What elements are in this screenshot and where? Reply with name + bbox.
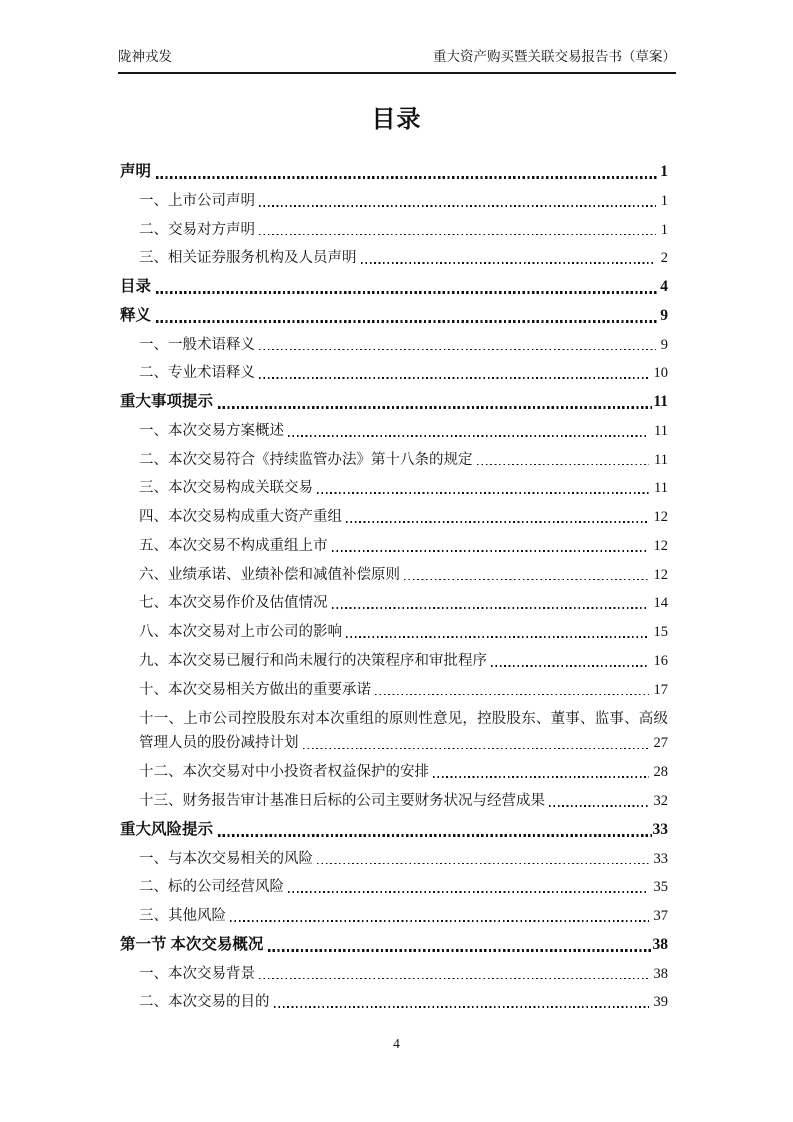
toc-entry-text: 重大风险提示 <box>120 820 214 838</box>
toc-dot-leader <box>259 377 649 379</box>
toc-entry-text: 释义 <box>120 306 152 324</box>
toc-entry-text: 十二、本次交易对中小投资者权益保护的安排 <box>139 764 429 781</box>
toc-entry <box>120 532 668 561</box>
toc-entry-text: 四、本次交易构成重大资产重组 <box>139 509 342 525</box>
toc-entry-text: 一、与本次交易相关的风险 <box>139 850 313 867</box>
toc-entry-text: 十、本次交易相关方做出的重要承诺 <box>139 681 371 698</box>
toc-entry <box>120 474 668 503</box>
toc-dot-leader <box>346 636 649 638</box>
toc-entry <box>120 618 668 647</box>
toc-dot-leader <box>303 748 649 750</box>
toc-page-number: 14 <box>653 595 668 612</box>
toc-entry <box>120 708 668 755</box>
toc-entry <box>120 647 668 676</box>
header-left-company: 陇神戎发 <box>118 49 172 64</box>
page-title: 目录 <box>371 106 422 133</box>
toc-dot-leader <box>317 492 649 494</box>
toc-entry-text: 第一节 本次交易概况 <box>120 935 264 953</box>
toc-page-number: 17 <box>653 681 668 698</box>
toc-entry-text: 十三、财务报告审计基准日后标的公司主要财务状况与经营成果 <box>139 793 545 809</box>
toc-page-number: 37 <box>653 908 668 924</box>
toc-dot-leader <box>404 579 649 581</box>
toc-entry <box>120 331 668 360</box>
toc-entry <box>120 988 668 1017</box>
toc-dot-leader <box>332 607 649 609</box>
toc-entry <box>120 359 668 388</box>
toc-entry-text: 声明 <box>120 163 152 180</box>
toc-dot-leader <box>259 234 656 236</box>
toc-entry-text: 二、专业术语释义 <box>139 365 255 382</box>
toc-entry <box>120 561 668 590</box>
toc-page-number: 2 <box>660 250 668 267</box>
toc-entry <box>120 273 668 302</box>
toc-page-number: 11 <box>654 422 668 439</box>
toc-dot-leader <box>218 834 651 836</box>
toc-page-number: 12 <box>653 566 668 583</box>
toc-dot-leader <box>156 320 659 322</box>
toc-entry-text: 二、交易对方声明 <box>139 221 255 238</box>
toc-entry-text: 三、本次交易构成关联交易 <box>139 480 313 497</box>
toc-page-number: 32 <box>653 793 668 809</box>
toc-page-number: 35 <box>653 879 668 896</box>
toc-page-number: 39 <box>653 994 668 1011</box>
toc-entry-text-continued: 管理人员的股份减持计划 <box>139 734 299 751</box>
toc-dot-leader <box>288 435 649 437</box>
toc-entry-text: 五、本次交易不构成重组上市 <box>139 537 328 554</box>
toc-dot-leader <box>230 920 649 922</box>
toc-page-number: 33 <box>653 850 668 867</box>
toc-dot-leader <box>346 521 649 523</box>
toc-entry-text: 七、本次交易作价及估值情况 <box>139 595 328 612</box>
toc-entry <box>120 873 668 902</box>
toc-entry-text: 二、标的公司经营风险 <box>139 879 284 896</box>
toc-page-number: 12 <box>653 509 668 525</box>
toc-dot-leader <box>491 665 649 667</box>
toc-entry <box>120 758 668 787</box>
toc-page-number: 16 <box>653 652 668 669</box>
toc-entry-text: 二、本次交易符合《持续监管办法》第十八条的规定 <box>139 451 473 468</box>
toc-dot-leader <box>549 805 649 807</box>
toc-page-number: 12 <box>653 537 668 554</box>
toc-page-number: 1 <box>660 163 668 180</box>
toc-entry-text: 十一、上市公司控股股东对本次重组的原则性意见，控股股东、董事、监事、高级 <box>139 711 668 728</box>
table-of-contents <box>120 158 668 1017</box>
toc-entry-text: 一、本次交易背景 <box>139 965 255 982</box>
toc-entry-text: 重大事项提示 <box>120 393 214 410</box>
toc-entry-text: 目录 <box>120 278 152 295</box>
toc-entry <box>120 589 668 618</box>
toc-page-number: 11 <box>654 480 668 497</box>
toc-entry-text: 三、其他风险 <box>139 908 226 924</box>
toc-page-number: 1 <box>660 192 668 209</box>
toc-dot-leader <box>218 406 652 408</box>
toc-page-number: 38 <box>653 965 668 982</box>
toc-entry-text: 一、本次交易方案概述 <box>139 422 284 439</box>
toc-dot-leader <box>274 1006 649 1008</box>
toc-entry <box>120 417 668 446</box>
toc-page-number: 33 <box>652 820 668 838</box>
toc-page-number: 27 <box>653 734 668 751</box>
toc-dot-leader <box>477 464 650 466</box>
toc-page-number: 38 <box>652 935 668 953</box>
toc-dot-leader <box>317 863 649 865</box>
toc-entry <box>120 676 668 705</box>
toc-dot-leader <box>259 978 649 980</box>
toc-entry-text: 三、相关证券服务机构及人员声明 <box>139 250 357 267</box>
toc-dot-leader <box>259 349 656 351</box>
toc-entry <box>120 960 668 989</box>
toc-entry-text: 二、本次交易的目的 <box>139 994 270 1011</box>
toc-entry-text: 九、本次交易已履行和尚未履行的决策程序和审批程序 <box>139 652 487 669</box>
toc-entry <box>120 388 668 417</box>
toc-page-number: 1 <box>660 221 668 238</box>
toc-entry <box>120 216 668 245</box>
toc-dot-leader <box>156 291 659 293</box>
toc-page-number: 11 <box>653 393 668 410</box>
toc-dot-leader <box>288 891 649 893</box>
toc-page-number: 28 <box>653 764 668 781</box>
toc-dot-leader <box>375 694 649 696</box>
toc-dot-leader <box>268 949 651 951</box>
toc-entry-text: 六、业绩承诺、业绩补偿和减值补偿原则 <box>139 566 400 583</box>
toc-dot-leader <box>433 776 649 778</box>
toc-dot-leader <box>332 550 649 552</box>
toc-entry <box>120 158 668 187</box>
toc-entry <box>120 845 668 874</box>
toc-page-number: 9 <box>660 306 668 324</box>
toc-entry <box>120 902 668 931</box>
toc-page-number: 4 <box>660 278 668 295</box>
toc-entry-text: 八、本次交易对上市公司的影响 <box>139 624 342 640</box>
toc-entry-text: 一、上市公司声明 <box>139 192 255 209</box>
toc-entry <box>120 787 668 816</box>
toc-entry <box>120 931 668 960</box>
toc-page-number: 9 <box>660 336 668 353</box>
header-right-doc-title: 重大资产购买暨关联交易报告书（草案） <box>433 49 676 64</box>
toc-page-number: 10 <box>653 365 668 382</box>
toc-page-number: 15 <box>653 624 668 640</box>
toc-entry <box>120 816 668 845</box>
toc-entry <box>120 503 668 532</box>
toc-entry <box>120 187 668 216</box>
toc-dot-leader <box>361 262 656 264</box>
toc-dot-leader <box>156 176 659 178</box>
toc-entry <box>120 302 668 331</box>
toc-entry <box>120 446 668 475</box>
toc-entry <box>120 244 668 273</box>
footer-page-number: 4 <box>393 1036 400 1051</box>
toc-entry-text: 一、一般术语释义 <box>139 336 255 353</box>
toc-page-number: 11 <box>654 451 668 468</box>
toc-dot-leader <box>259 205 656 207</box>
page-header <box>118 48 676 74</box>
